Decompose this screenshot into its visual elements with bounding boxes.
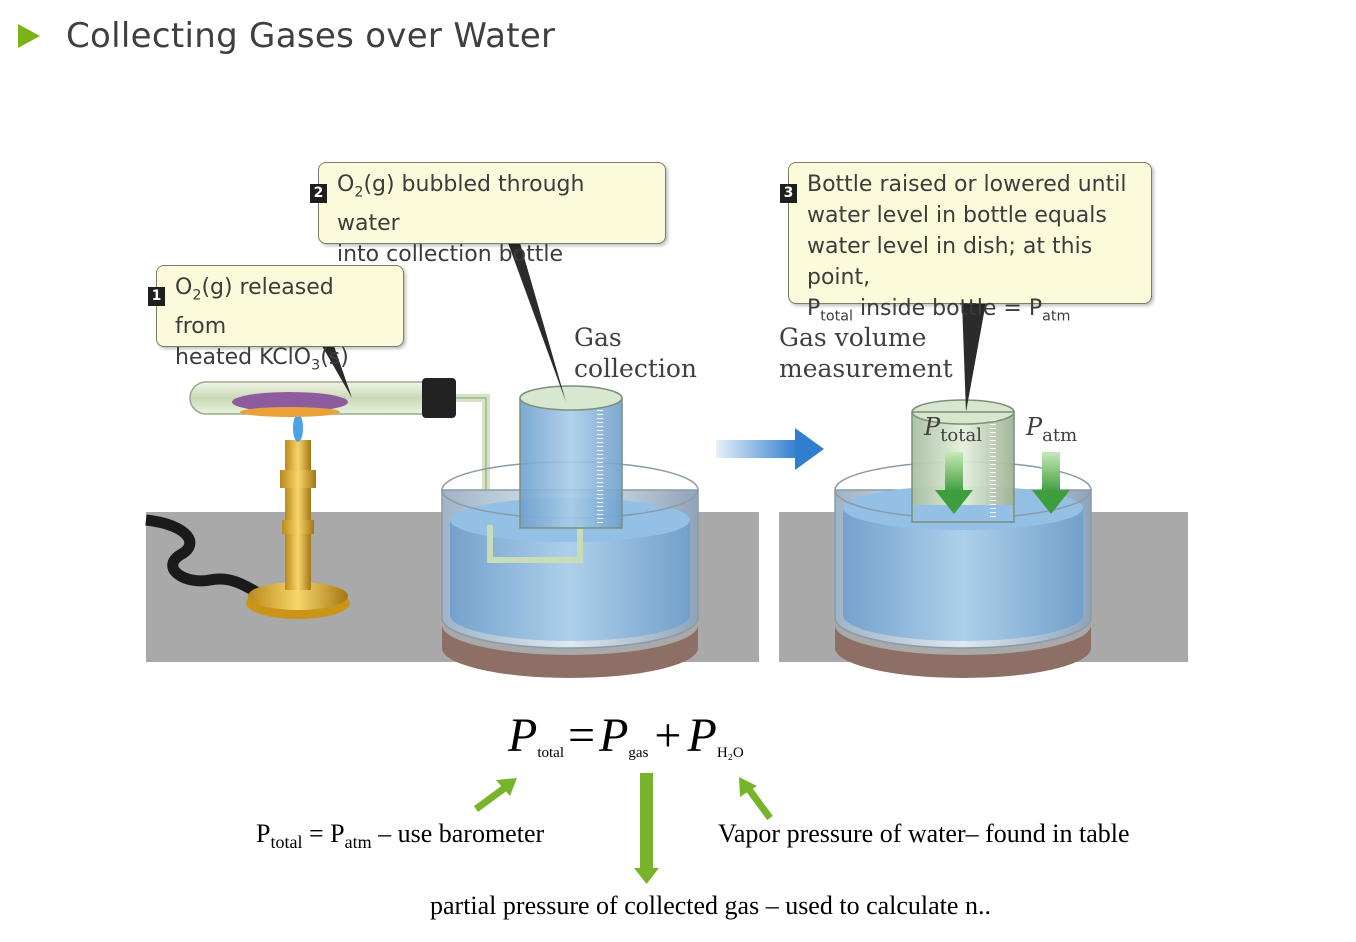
- arrow-to-p-total-icon: [476, 778, 517, 809]
- callout-2-badge: 2: [310, 184, 327, 203]
- gas-collection-label: Gas collection: [574, 323, 698, 383]
- eq-p-h2o: PH₂O: [687, 709, 744, 762]
- note-vapor-pressure: Vapor pressure of water– found in table: [718, 819, 1130, 848]
- page-title: Collecting Gases over Water: [66, 16, 556, 56]
- callout-2-line-1: $O_2(g)$ bubbled through water: [337, 172, 585, 237]
- callout-3-line-4: $P_{total}$ inside bottle = $P_{atm}$: [807, 296, 1071, 325]
- equation: [508, 706, 744, 777]
- callout-3-line-3: water level in dish; at this point,: [807, 234, 1093, 290]
- note-p-total-barometer: $P_{total} = P_{atm}$ – use barometer: [256, 819, 545, 853]
- eq-equals: =: [568, 709, 596, 762]
- eq-plus: +: [654, 709, 682, 762]
- callout-step-3: [788, 162, 1152, 325]
- callout-2-line-2: into collection bottle: [337, 242, 564, 268]
- eq-p-total: Ptotal: [508, 709, 564, 762]
- collection-bottle-left: [520, 386, 622, 528]
- p-atm-label: $P_{atm}$: [1026, 413, 1078, 446]
- callout-3-badge: 3: [780, 184, 797, 203]
- gas-volume-label: Gas volume measurement: [779, 323, 953, 383]
- callout-3-line-1: Bottle raised or lowered until: [807, 172, 1127, 197]
- callout-3-line-2: water level in bottle equals: [807, 203, 1107, 228]
- transition-arrow-icon: [716, 428, 824, 470]
- callout-step-2: [318, 162, 666, 268]
- callout-1-badge: 1: [148, 287, 165, 306]
- callout-1-line-2: heated KClO$_3$(s): [175, 345, 349, 374]
- note-partial-pressure: partial pressure of collected gas – used to calculate n..: [430, 891, 991, 920]
- callout-1-line-1: $O_2(g)$ released from: [175, 275, 334, 340]
- arrow-to-partial-pressure-icon: [634, 773, 659, 884]
- callout-step-1: [156, 265, 404, 374]
- eq-p-gas: Pgas: [599, 709, 649, 762]
- p-total-label: $P_{total}$: [924, 413, 982, 446]
- arrow-to-p-h2o-icon: [739, 777, 770, 818]
